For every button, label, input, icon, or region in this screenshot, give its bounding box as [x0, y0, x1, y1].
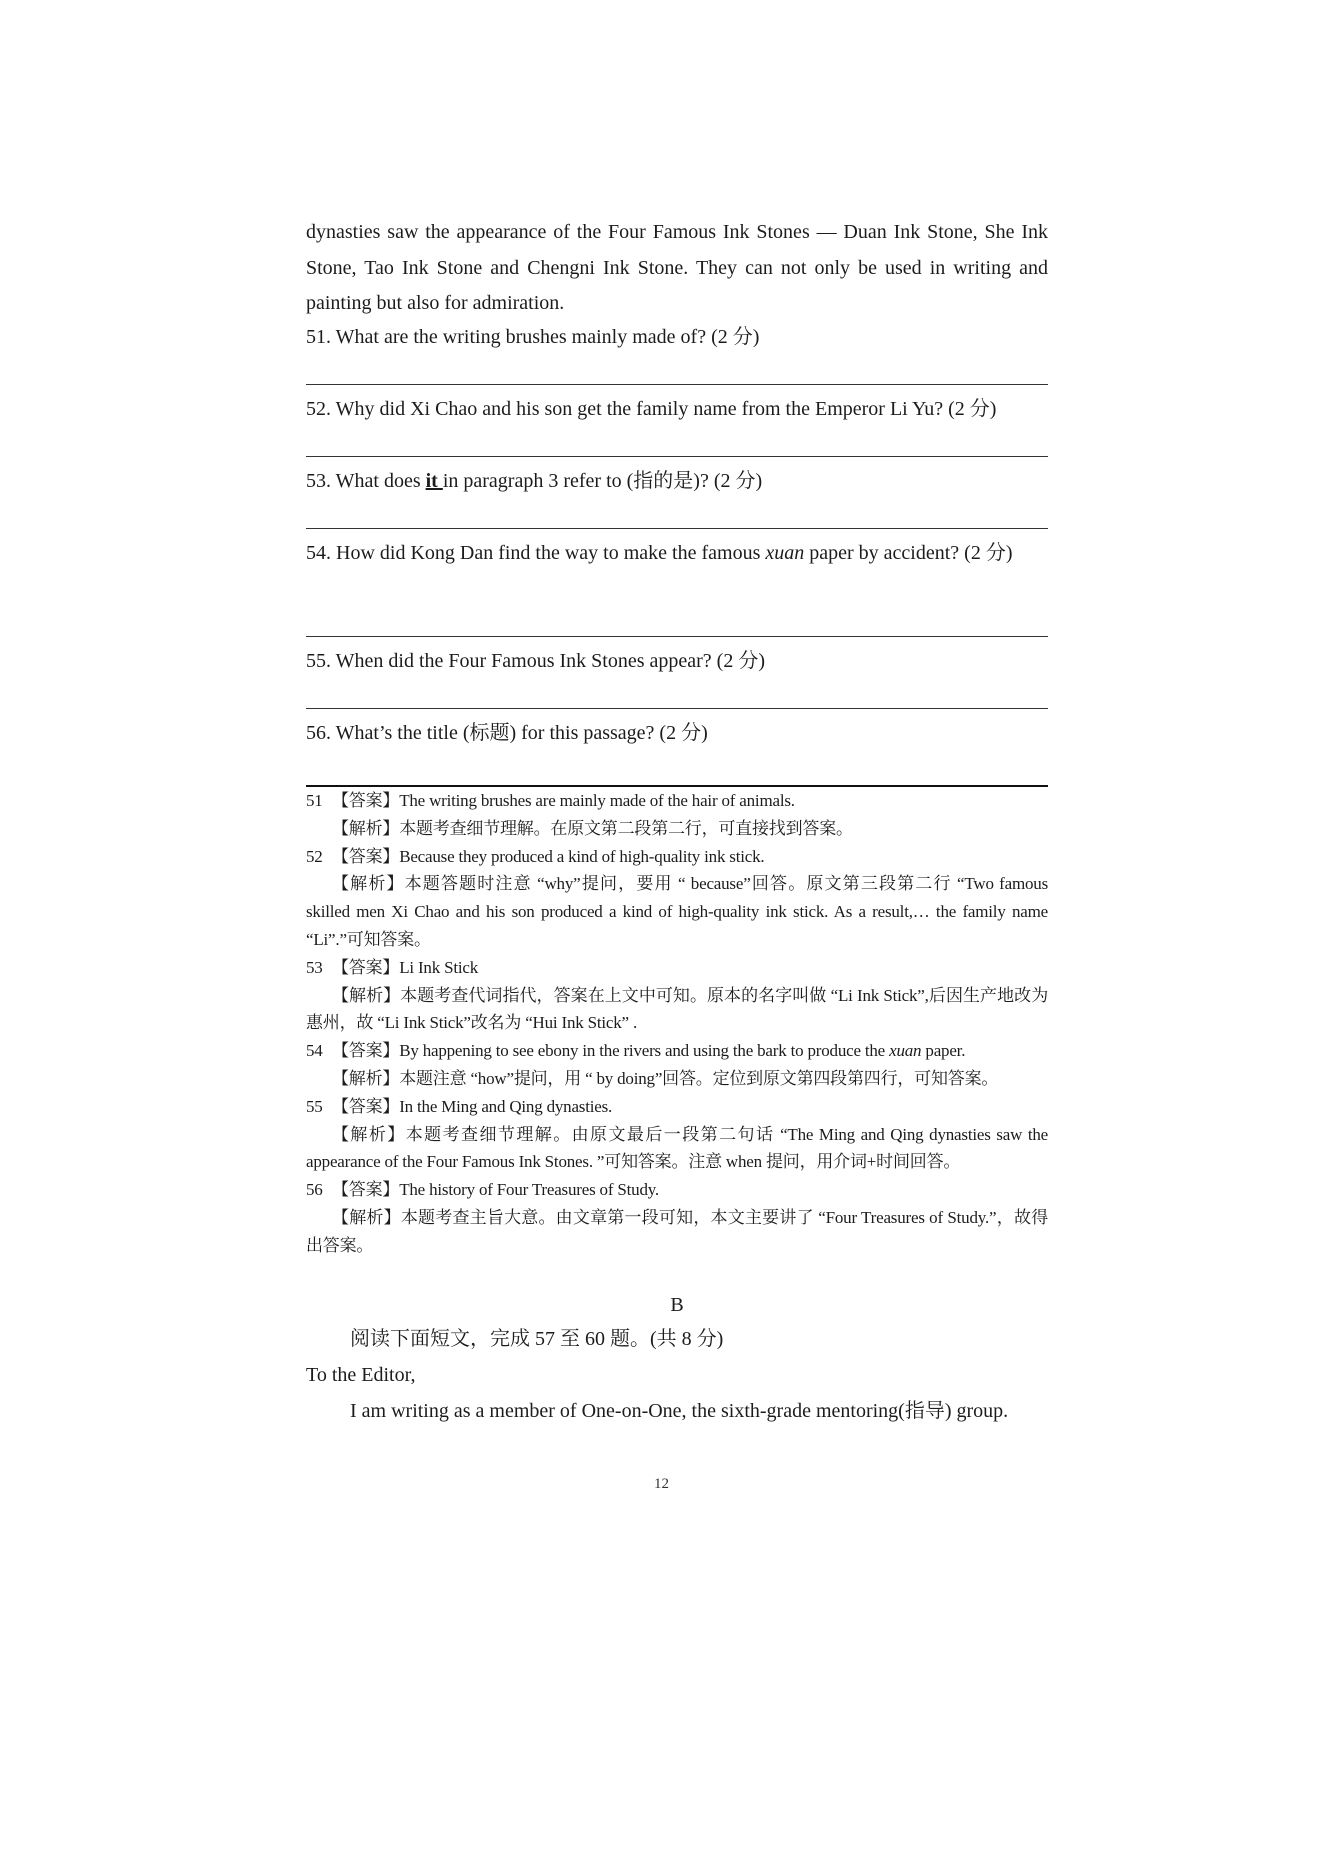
answer-54: 54 【答案】By happening to see ebony in the rivers and using the bark to produce the xuan paper. — [306, 1041, 966, 1061]
answer-line-51 — [306, 384, 1048, 385]
question-53 — [306, 464, 1048, 499]
analysis-51: 【解析】本题考查细节理解。在原文第二段第二行，可直接找到答案。 — [332, 818, 853, 838]
question-52: 52. Why did Xi Chao and his son get the family name from the Emperor Li Yu? (2 分) — [306, 398, 997, 420]
section-b-instruction: 阅读下面短文，完成 57 至 60 题。(共 8 分) — [350, 1328, 724, 1350]
answer-52: 52 【答案】Because they produced a kind of high-quality ink stick. — [306, 846, 765, 866]
answer-55: 55 【答案】In the Ming and Qing dynasties. — [306, 1096, 613, 1116]
analysis-52: 【解析】本题答题时注意 “why”提问，要用 “ because”回答。原文第三段第二行 “Two famous skilled men Xi Chao and his son produced a kind of high-quality ink stick. As a result,… the family name “Li”.”可知答案。 — [306, 874, 1048, 949]
answer-line-53 — [306, 528, 1048, 529]
answer-line-54 — [306, 636, 1048, 637]
question-51: 51. What are the writing brushes mainly made of? (2 分) — [306, 326, 760, 348]
question-54-end: paper by accident? (2 分) — [804, 542, 1013, 564]
question-54 — [306, 536, 1048, 571]
question-56: 56. What’s the title (标题) for this passage? (2 分) — [306, 722, 708, 744]
answer-51: 51 【答案】The writing brushes are mainly made of the hair of animals. — [306, 791, 795, 810]
section-b-heading: B — [670, 1294, 684, 1316]
answer-53: 53 【答案】Li Ink Stick — [306, 957, 479, 977]
question-54-xuan: xuan — [765, 542, 805, 564]
question-53-start: 53. What does — [306, 470, 426, 492]
letter-salutation: To the Editor, — [306, 1364, 416, 1386]
analysis-56: 【解析】本题考查主旨大意。由文章第一段可知，本文主要讲了 “Four Treasures of Study.”，故得出答案。 — [306, 1207, 1048, 1255]
answer-key — [306, 787, 1048, 1260]
question-54-start: 54. How did Kong Dan find the way to make the famous — [306, 542, 766, 564]
letter-first-line: I am writing as a member of One-on-One, the sixth-grade mentoring(指导) group. — [350, 1400, 1009, 1422]
analysis-53: 【解析】本题考查代词指代，答案在上文中可知。原本的名字叫做 “Li Ink Stick”,后因生产地改为惠州，故 “Li Ink Stick”改名为 “Hui Ink Stick” . — [306, 985, 1048, 1033]
question-53-it: it — [425, 470, 443, 492]
question-53-end: in paragraph 3 refer to (指的是)? (2 分) — [442, 470, 763, 492]
passage-continuation: dynasties saw the appearance of the Four Famous Ink Stones — Duan Ink Stone, She Ink Stone, Tao Ink Stone and Chengni Ink Stone. They can not only be used in writing and painting but also for admiration. — [306, 221, 1048, 314]
answer-56: 56 【答案】The history of Four Treasures of Study. — [306, 1180, 659, 1200]
page-number: 12 — [654, 1476, 669, 1492]
answer-line-52 — [306, 456, 1048, 457]
answer-line-55 — [306, 708, 1048, 709]
question-55: 55. When did the Four Famous Ink Stones appear? (2 分) — [306, 650, 765, 672]
analysis-55: 【解析】本题考查细节理解。由原文最后一段第二句话 “The Ming and Qing dynasties saw the appearance of the Four Famous Ink Stones. ”可知答案。注意 when 提问，用介词+时间回答。 — [306, 1124, 1048, 1172]
analysis-54: 【解析】本题注意 “how”提问，用 “ by doing”回答。定位到原文第四段第四行，可知答案。 — [332, 1068, 999, 1088]
